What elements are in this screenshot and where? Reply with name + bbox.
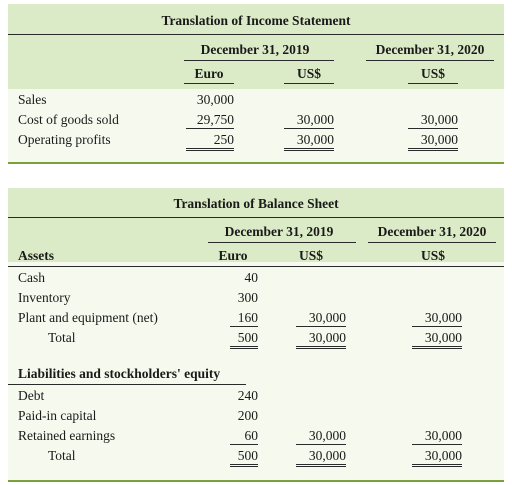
liab-row-label: Retained earnings xyxy=(18,428,116,443)
title-divider xyxy=(8,217,504,218)
income-col-usd-2020: US$ xyxy=(420,66,445,81)
balance-sheet-panel xyxy=(8,188,504,482)
col-usd-2019-underline xyxy=(284,83,334,84)
asset-row-euro: 500 xyxy=(230,330,258,349)
asset-row-usd-2020: 30,000 xyxy=(412,330,462,349)
liab-row-usd-2020: 30,000 xyxy=(412,428,462,445)
liab-row-usd-2020: 30,000 xyxy=(412,448,462,467)
income-col-euro: Euro xyxy=(194,66,224,81)
asset-row-euro: 300 xyxy=(237,290,258,305)
liabilities-header: Liabilities and stockholders' equity xyxy=(18,366,221,381)
liab-row-label: Debt xyxy=(18,388,45,403)
date-2019-underline xyxy=(208,242,356,243)
assets-header-rule xyxy=(8,266,504,267)
income-date-2019: December 31, 2019 xyxy=(200,42,310,57)
liab-row-euro: 200 xyxy=(237,408,258,423)
date-2020-underline xyxy=(366,60,494,61)
income-statement-panel xyxy=(8,4,504,164)
income-row-euro: 29,750 xyxy=(186,112,234,129)
liab-row-label: Total xyxy=(48,448,76,463)
col-euro-underline xyxy=(184,83,234,84)
liab-row-euro: 500 xyxy=(230,448,258,467)
date-2019-underline xyxy=(184,60,334,61)
liab-row-usd-2019: 30,000 xyxy=(296,448,346,467)
income-row-usd-2020: 30,000 xyxy=(408,112,458,129)
balance-col-usd-2019: US$ xyxy=(298,248,323,263)
col-usd-2020-underline xyxy=(408,83,458,84)
income-row-usd-2019: 30,000 xyxy=(284,132,334,151)
title-divider xyxy=(8,34,504,35)
asset-row-label: Total xyxy=(48,330,76,345)
asset-row-usd-2020: 30,000 xyxy=(412,310,462,327)
asset-row-euro: 40 xyxy=(244,270,258,285)
balance-sheet-title: Translation of Balance Sheet xyxy=(173,196,339,211)
asset-row-usd-2019: 30,000 xyxy=(296,310,346,327)
balance-col-euro: Euro xyxy=(218,248,248,263)
asset-row-label: Cash xyxy=(18,270,45,285)
income-row-usd-2019: 30,000 xyxy=(284,112,334,129)
liab-row-usd-2019: 30,000 xyxy=(296,428,346,445)
balance-date-2020: December 31, 2020 xyxy=(377,224,487,239)
income-row-label: Sales xyxy=(18,92,47,107)
income-row-label: Operating profits xyxy=(18,132,111,147)
income-col-usd-2019: US$ xyxy=(296,66,321,81)
asset-row-label: Plant and equipment (net) xyxy=(18,310,158,325)
liab-row-euro: 60 xyxy=(230,428,258,445)
asset-row-euro: 160 xyxy=(230,310,258,327)
liabilities-header-rule xyxy=(8,384,246,385)
asset-row-label: Inventory xyxy=(18,290,71,305)
date-2020-underline xyxy=(368,242,496,243)
balance-date-2019: December 31, 2019 xyxy=(224,224,334,239)
balance-col-usd-2020: US$ xyxy=(420,248,445,263)
liab-row-label: Paid-in capital xyxy=(18,408,97,423)
income-row-usd-2020: 30,000 xyxy=(408,132,458,151)
income-row-euro: 30,000 xyxy=(196,92,234,107)
assets-header: Assets xyxy=(18,248,54,263)
income-row-euro: 250 xyxy=(186,132,234,151)
income-row-label: Cost of goods sold xyxy=(18,112,119,127)
asset-row-usd-2019: 30,000 xyxy=(296,330,346,349)
liab-row-euro: 240 xyxy=(237,388,258,403)
income-date-2020: December 31, 2020 xyxy=(375,42,485,57)
income-statement-title: Translation of Income Statement xyxy=(161,13,351,28)
